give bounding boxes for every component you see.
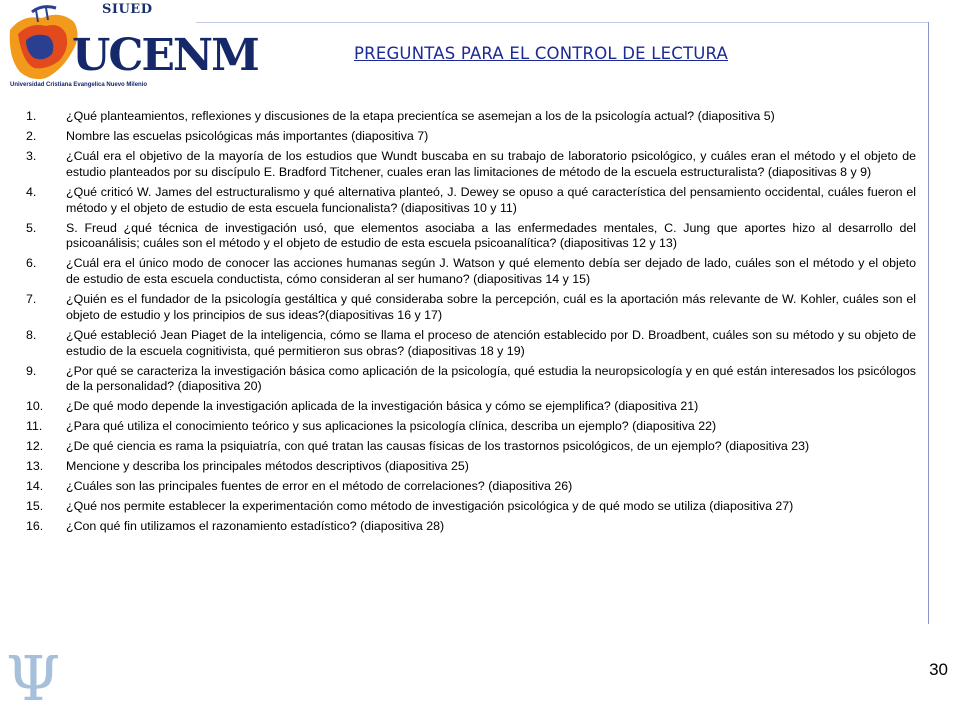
list-item [26,109,916,125]
item-number: 4. [26,184,37,199]
item-number: 11. [26,419,43,434]
item-text: Nombre las escuelas psicológicas más importantes (diapositiva 7) [66,128,429,143]
item-number: 15. [26,499,44,514]
item-text: ¿Para qué utiliza el conocimiento teórico y sus aplicaciones la psicología clínica, describa un ejemplo? (diapositiva 22) [66,419,717,434]
frame-right-border [928,22,929,624]
item-text: ¿Qué nos permite establecer la experimentación como método de investigación psicológica y de qué modo se utiliza (diapositiva 27) [66,499,794,514]
list-item [26,364,916,396]
item-text: ¿Cuáles son las principales fuentes de error en el método de correlaciones? (diapositiva 26) [66,479,573,494]
item-text: ¿Quién es el fundador de la psicología gestáltica y qué consideraba sobre la percepción, cuál es la aportación más relevante de W. Kohler, cuáles son el objeto de estudio y los principios de sus ideas?(diapositivas 16 y 17) [66,292,916,322]
item-text: ¿De qué modo depende la investigación aplicada de la investigación básica y cómo se ejemplifica? (diapositiva 21) [66,399,699,414]
item-text: S. Freud ¿qué técnica de investigación usó, que elementos asociaba a las enfermedades mentales, C. Jung que aportes hizo al desarrollo del psicoanálisis; cuáles son el método y el objeto de estudio de esta escuela psicoanalítica? (diapositivas 12 y 13) [66,220,916,251]
item-text: ¿Qué criticó W. James del estructuralismo y qué alternativa planteó, J. Dewey se opuso a qué característica del pensamiento occidental, cuáles fueron el método y el objeto de estudio de esta escuela funcionalista? (diapositivas 10 y 11) [66,184,916,215]
question-list [26,109,916,539]
item-number: 14. [26,479,44,494]
list-item [26,439,916,455]
item-number: 8. [26,327,37,342]
list-item [26,129,916,145]
list-item [26,459,916,475]
list-item [26,519,916,535]
item-number: 9. [26,363,37,378]
list-item [26,149,916,181]
logo-subtitle: Universidad Cristiana Evangelica Nuevo Milenio [10,82,148,88]
item-text: ¿Qué estableció Jean Piaget de la inteligencia, cómo se llama el proceso de atención establecido por D. Broadbent, cuáles son su método y su objeto de estudio de la escuela cognitivista, qué permitieron sus obras? (diapositivas 18 y 19) [66,327,916,358]
list-item [26,499,916,515]
list-item [26,292,916,324]
psi-icon: Ψ [6,642,61,715]
item-number: 1. [26,109,37,123]
item-number: 13. [26,459,44,474]
list-item [26,221,916,253]
logo-siued-label: SIUED [102,2,153,17]
item-text: ¿Qué planteamientos, reflexiones y discusiones de la etapa precientíca se asemejan a los de la psicología actual? (diapositiva 5) [66,109,775,123]
item-text: ¿Cuál era el único modo de conocer las acciones humanas según J. Watson y qué elemento debía ser dejado de lado, cuáles son el método y el objeto de estudio de esta escuela conductista, cómo consideran al ser humano? (diapositivas 14 y 15) [66,256,916,287]
item-number: 6. [26,256,37,271]
item-number: 2. [26,128,37,143]
item-number: 7. [26,292,37,307]
item-number: 16. [26,519,44,534]
list-item [26,399,916,415]
item-number: 12. [26,439,44,454]
item-text: ¿De qué ciencia es rama la psiquiatría, con qué tratan las causas físicas de los trastornos psicológicos, de un ejemplo? (diapositiva 23) [66,439,810,454]
item-text: ¿Por qué se caracteriza la investigación básica como aplicación de la psicología, qué estudia la neuropsicología y en qué están interesados los psicólogos de la personalidad? (diapositiva 20) [66,363,916,394]
item-text: ¿Con qué fin utilizamos el razonamiento estadístico? (diapositiva 28) [66,519,445,534]
list-item [26,256,916,288]
list-item [26,479,916,495]
item-text: ¿Cuál era el objetivo de la mayoría de los estudios que Wundt buscaba en su trabajo de laboratorio psicológico, y cuáles eran el método y el objeto de estudio planteados por su discípulo E. Bradford Titchener, cuales eran las limitaciones de método de la escuela estructuralista? (diapositivas 8 y 9) [66,148,916,179]
item-number: 5. [26,220,37,235]
page-number: 30 [929,660,948,679]
list-item [26,328,916,360]
item-number: 10. [26,399,44,414]
list-item [26,419,916,435]
item-number: 3. [26,148,37,163]
page-title: PREGUNTAS PARA EL CONTROL DE LECTURA [354,44,728,63]
frame-top-border [196,22,929,23]
logo-brand-text: UCENM [72,30,258,81]
list-item [26,185,916,217]
item-text: Mencione y describa los principales métodos descriptivos (diapositiva 25) [66,459,469,474]
